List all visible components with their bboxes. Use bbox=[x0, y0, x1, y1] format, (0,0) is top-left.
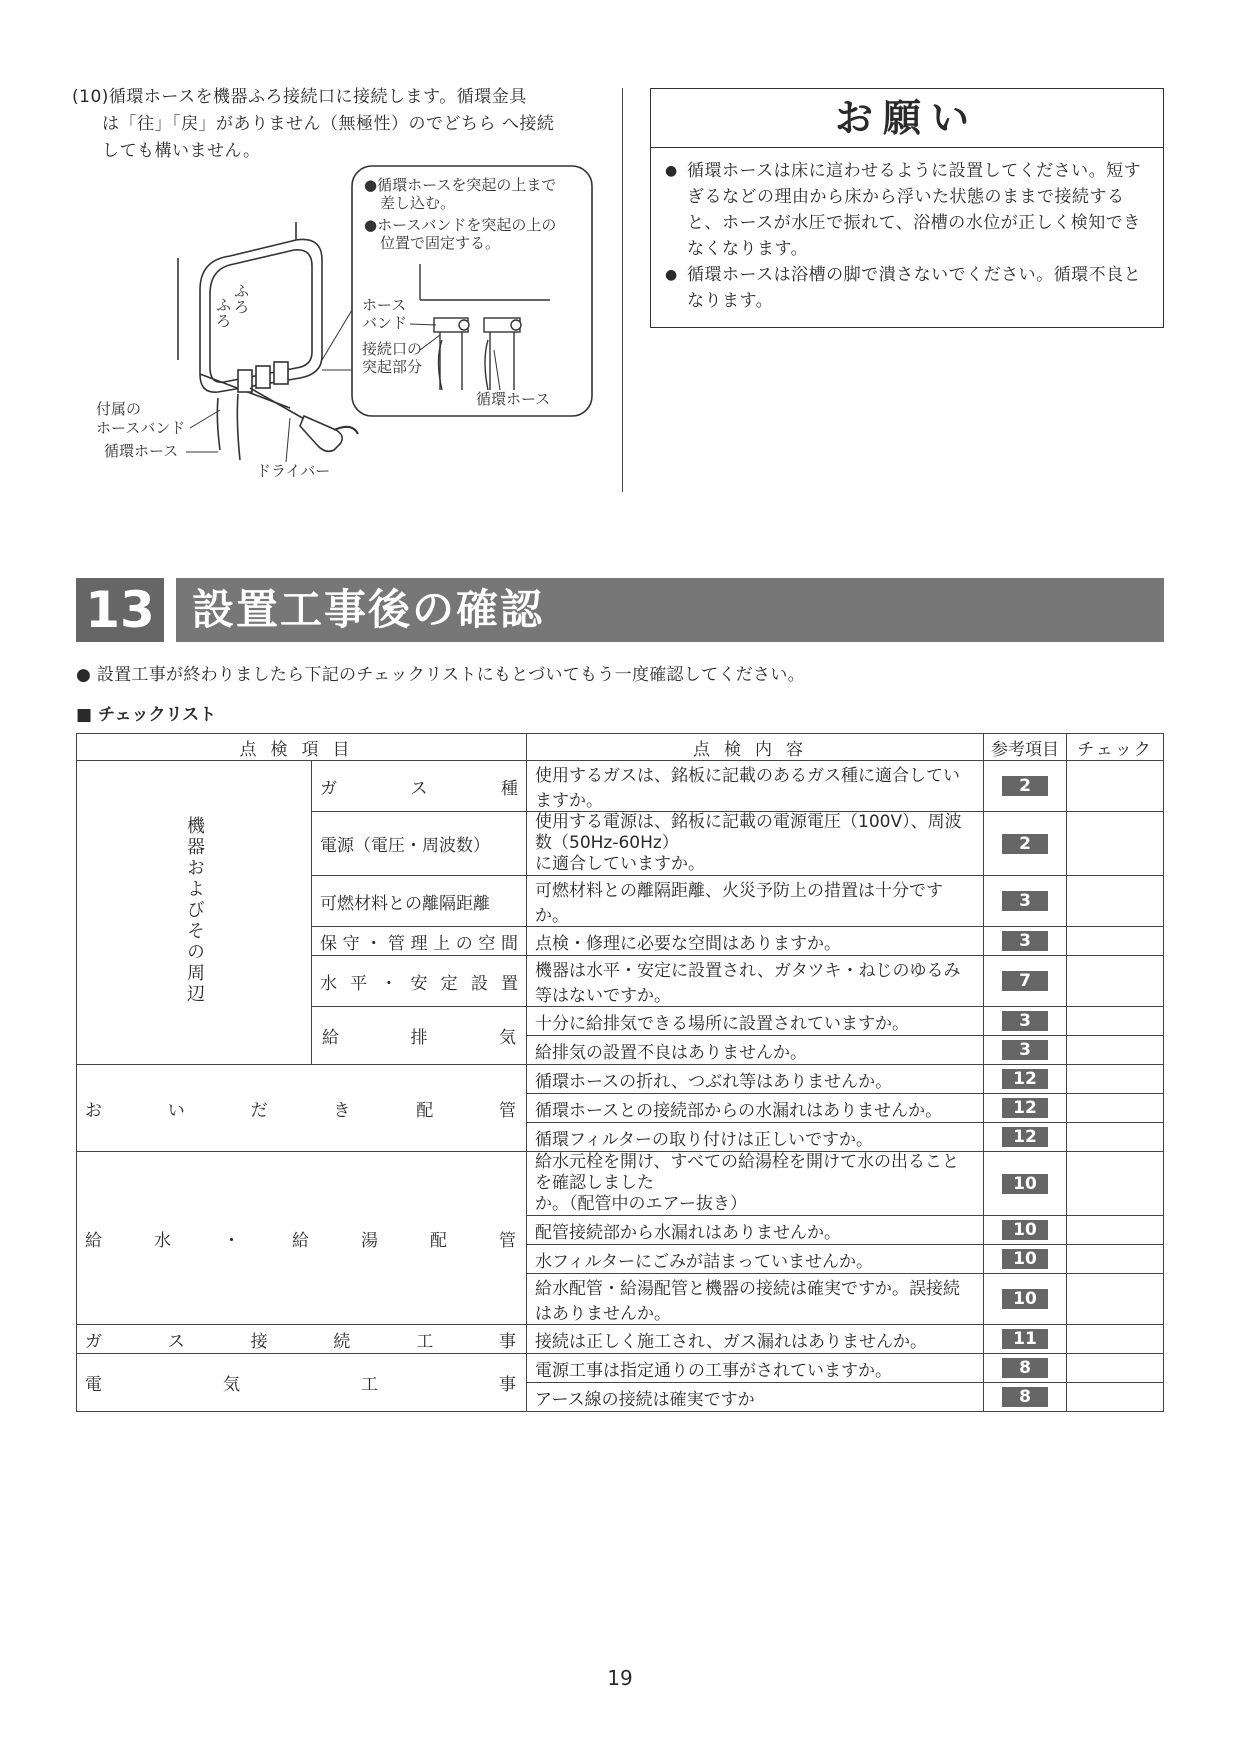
hose-band-label-2: バンド bbox=[362, 314, 408, 332]
ref-badge: 12 bbox=[1002, 1098, 1048, 1118]
note-1b: 差し込む。 bbox=[380, 194, 456, 212]
hose-band-label-1: ホース bbox=[362, 296, 407, 314]
table-header-row bbox=[77, 734, 1164, 761]
circ-hose-right-label: 循環ホース bbox=[476, 390, 551, 408]
bath-label-2: ろ bbox=[216, 312, 232, 330]
driver-label: ドライバー bbox=[256, 462, 331, 480]
row-content: 使用するガスは、銘板に記載のあるガス種に適合していますか。 bbox=[527, 761, 984, 812]
check-cell[interactable] bbox=[1067, 1036, 1164, 1065]
row-item: ガス接続工事 bbox=[77, 1325, 527, 1354]
ref-badge: 10 bbox=[1002, 1220, 1048, 1240]
request-item-2: ● 循環ホースは浴槽の脚で潰さないでください。循環不良となります。 bbox=[665, 262, 1145, 314]
bath-label-1: ふ bbox=[216, 296, 232, 314]
row-content: 可燃材料との離隔距離、火災予防上の措置は十分ですか。 bbox=[527, 876, 984, 927]
table-row bbox=[77, 761, 1164, 812]
check-cell[interactable] bbox=[1067, 1354, 1164, 1383]
check-cell[interactable] bbox=[1067, 1007, 1164, 1036]
ref-badge: 7 bbox=[1002, 971, 1048, 991]
note-2a: ●ホースバンドを突起の上の bbox=[364, 216, 557, 234]
section-number: 13 bbox=[76, 578, 164, 642]
row-content: 給排気の設置不良はありませんか。 bbox=[527, 1036, 984, 1065]
ref-badge: 3 bbox=[1002, 1040, 1048, 1060]
check-cell[interactable] bbox=[1067, 761, 1164, 812]
ref-badge: 3 bbox=[1002, 931, 1048, 951]
bath-label-3: ふ bbox=[234, 282, 250, 300]
conn-label-2: 突起部分 bbox=[362, 358, 423, 376]
row-content: アース線の接続は確実ですか bbox=[527, 1383, 984, 1412]
row-content: 十分に給排気できる場所に設置されていますか。 bbox=[527, 1007, 984, 1036]
row-content: 給水元栓を開け、すべての給湯栓を開けて水の出ることを確認しました か。（配管中のエアー抜き） bbox=[527, 1152, 984, 1216]
check-cell[interactable] bbox=[1067, 1216, 1164, 1245]
row-item: 電源（電圧・周波数） bbox=[312, 812, 527, 876]
ref-badge: 10 bbox=[1002, 1249, 1048, 1269]
step-line-3: しても構いません。 bbox=[102, 141, 261, 161]
checklist-table bbox=[76, 733, 1164, 1412]
conn-label-1: 接続口の bbox=[362, 340, 423, 358]
check-cell[interactable] bbox=[1067, 1094, 1164, 1123]
header-check: チェック bbox=[1067, 734, 1164, 761]
row-item: ガス種 bbox=[312, 761, 527, 812]
table-row bbox=[77, 1065, 1164, 1094]
row-content: 電源工事は指定通りの工事がされていますか。 bbox=[527, 1354, 984, 1383]
check-cell[interactable] bbox=[1067, 1383, 1164, 1412]
attached-band-label-1: 付属の bbox=[96, 400, 142, 418]
row-content: 給水配管・給湯配管と機器の接続は確実ですか。誤接続はありませんか。 bbox=[527, 1274, 984, 1325]
row-content: 配管接続部から水漏れはありませんか。 bbox=[527, 1216, 984, 1245]
row-content: 接続は正しく施工され、ガス漏れはありませんか。 bbox=[527, 1325, 984, 1354]
row-content: 循環フィルターの取り付けは正しいですか。 bbox=[527, 1123, 984, 1152]
check-cell[interactable] bbox=[1067, 1065, 1164, 1094]
header-content: 点検内容 bbox=[527, 734, 984, 761]
step-line-1: 循環ホースを機器ふろ接続口に接続します。循環金具 bbox=[108, 87, 527, 107]
column-divider bbox=[622, 88, 623, 492]
check-cell[interactable] bbox=[1067, 1152, 1164, 1216]
header-item: 点検項目 bbox=[77, 734, 527, 761]
ref-badge: 8 bbox=[1002, 1358, 1048, 1378]
ref-badge: 10 bbox=[1002, 1289, 1048, 1309]
ref-badge: 2 bbox=[1002, 776, 1048, 796]
ref-badge: 3 bbox=[1002, 891, 1048, 911]
ref-badge: 2 bbox=[1002, 834, 1048, 854]
bath-label-4: ろ bbox=[234, 298, 250, 316]
ref-badge: 12 bbox=[1002, 1069, 1048, 1089]
step-number: (10) bbox=[72, 87, 109, 107]
header-ref: 参考項目 bbox=[984, 734, 1067, 761]
check-cell[interactable] bbox=[1067, 1123, 1164, 1152]
attached-band-label-2: ホースバンド bbox=[96, 419, 186, 437]
group-equipment: 機器およびその周辺 bbox=[77, 761, 312, 1065]
ref-badge: 3 bbox=[1002, 1011, 1048, 1031]
row-content: 循環ホースとの接続部からの水漏れはありませんか。 bbox=[527, 1094, 984, 1123]
table-row bbox=[77, 1354, 1164, 1383]
page-number: 19 bbox=[607, 1666, 633, 1690]
check-cell[interactable] bbox=[1067, 927, 1164, 956]
row-item: 可燃材料との離隔距離 bbox=[312, 876, 527, 927]
row-content: 使用する電源は、銘板に記載の電源電圧（100V）、周波数（50Hz-60Hz） に適合していますか。 bbox=[527, 812, 984, 876]
table-row bbox=[77, 1152, 1164, 1216]
row-item: 保守・管理上の空間 bbox=[312, 927, 527, 956]
check-cell[interactable] bbox=[1067, 876, 1164, 927]
note-2b: 位置で固定する。 bbox=[380, 234, 501, 252]
checklist-title: ■ チェックリスト bbox=[76, 705, 217, 725]
request-item-1: ● 循環ホースは床に這わせるように設置してください。短すぎるなどの理由から床から浮いた状態のままで接続すると、ホースが水圧で振れて、浴槽の水位が正しく検知できなくなります。 bbox=[665, 158, 1145, 262]
circ-hose-left-label: 循環ホース bbox=[104, 442, 179, 460]
request-box bbox=[650, 88, 1164, 328]
section-intro: ● 設置工事が終わりましたら下記のチェックリストにもとづいてもう一度確認してください。 bbox=[76, 665, 805, 685]
hose-connection-illustration bbox=[90, 160, 610, 490]
check-cell[interactable] bbox=[1067, 1325, 1164, 1354]
section-title: 設置工事後の確認 bbox=[176, 578, 1164, 642]
step-line-2: は「往」「戻」がありません（無極性）のでどちら へ接続 bbox=[102, 114, 555, 134]
row-item: 水平・安定設置 bbox=[312, 956, 527, 1007]
check-cell[interactable] bbox=[1067, 1274, 1164, 1325]
row-content: 水フィルターにごみが詰まっていませんか。 bbox=[527, 1245, 984, 1274]
table-row bbox=[77, 1325, 1164, 1354]
request-list bbox=[651, 148, 1163, 314]
request-title: お願い bbox=[651, 89, 1163, 148]
check-cell[interactable] bbox=[1067, 956, 1164, 1007]
ref-badge: 12 bbox=[1002, 1127, 1048, 1147]
row-item: 給排気 bbox=[312, 1007, 527, 1065]
ref-badge: 8 bbox=[1002, 1387, 1048, 1407]
row-content: 機器は水平・安定に設置され、ガタツキ・ねじのゆるみ等はないですか。 bbox=[527, 956, 984, 1007]
row-item: 電気工事 bbox=[77, 1354, 527, 1412]
ref-badge: 11 bbox=[1002, 1329, 1048, 1349]
row-content: 点検・修理に必要な空間はありますか。 bbox=[527, 927, 984, 956]
row-content: 循環ホースの折れ、つぶれ等はありませんか。 bbox=[527, 1065, 984, 1094]
row-item: おいだき配管 bbox=[77, 1065, 527, 1152]
row-item: 給水・給湯配管 bbox=[77, 1152, 527, 1325]
note-1a: ●循環ホースを突起の上まで bbox=[364, 176, 557, 194]
ref-badge: 10 bbox=[1002, 1174, 1048, 1194]
step-10-text bbox=[72, 84, 612, 165]
check-cell[interactable] bbox=[1067, 812, 1164, 876]
check-cell[interactable] bbox=[1067, 1245, 1164, 1274]
